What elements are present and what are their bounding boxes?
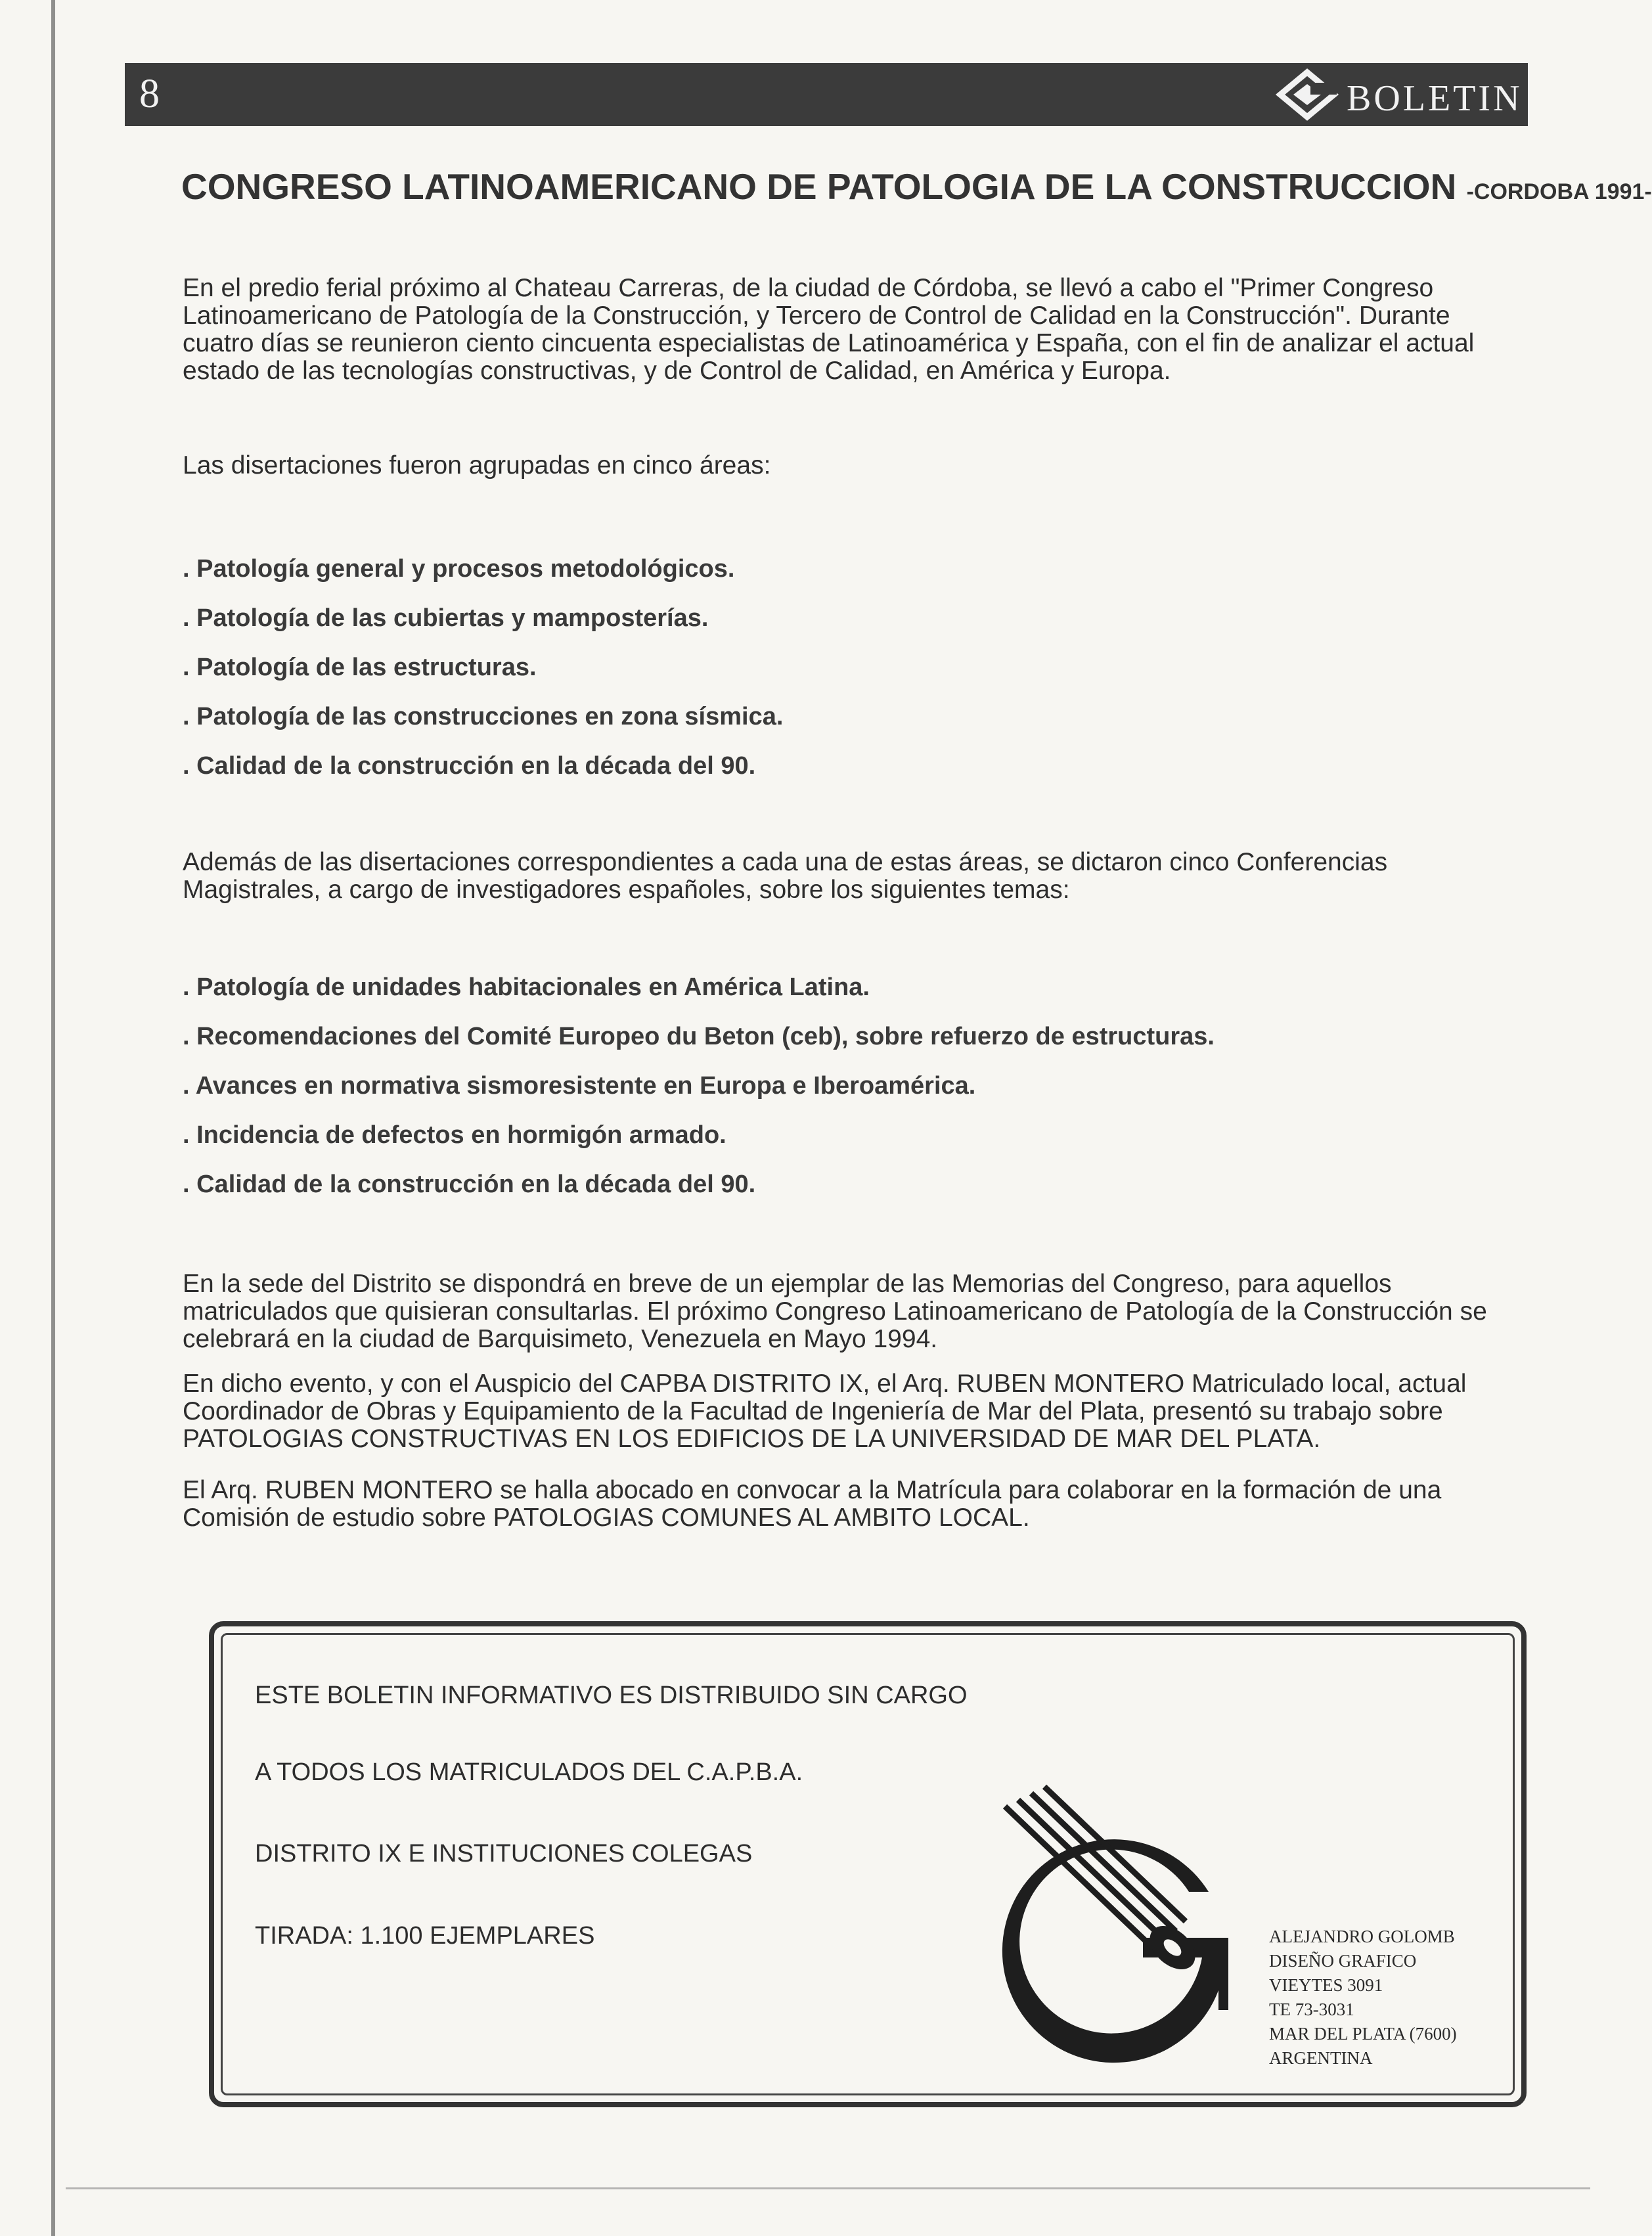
list-item: . Calidad de la construcción en la década del 90.	[183, 752, 756, 780]
notice-line: A TODOS LOS MATRICULADOS DEL C.A.P.B.A.	[255, 1758, 803, 1786]
page-edge-bottom	[66, 2187, 1590, 2189]
designer-credits	[1269, 1925, 1457, 2070]
list-item: . Calidad de la construcción en la década del 90.	[183, 1171, 756, 1198]
closing-paragraph-3: El Arq. RUBEN MONTERO se halla abocado en convocar a la Matrícula para colaborar en la formación de una Comisión de estudio sobre PATOLOGIAS COMUNES AL AMBITO LOCAL.	[183, 1476, 1442, 1532]
publication-name: BOLETIN	[1347, 78, 1523, 119]
closing-paragraph-2: En dicho evento, y con el Auspicio del CAPBA DISTRITO IX, el Arq. RUBEN MONTERO Matriculado local, actual Coordinador de Obras y Equipamiento de la Facultad de Ingeniería de Mar del Plata, presentó su trabajo sobre PATOLOGIAS CONSTRUCTIVAS EN LOS EDIFICIOS DE LA UNIVERSIDAD DE MAR DEL PLATA.	[183, 1370, 1467, 1453]
list-item: . Patología de las estructuras.	[183, 654, 537, 681]
conferences-intro: Además de las disertaciones correspondientes a cada una de estas áreas, se dictaron cinco Conferencias Magistrales, a cargo de investigadores españoles, sobre los siguientes temas:	[183, 848, 1388, 904]
credit-line: ALEJANDRO GOLOMB	[1269, 1927, 1455, 1946]
article-title-text: CONGRESO LATINOAMERICANO DE PATOLOGIA DE LA CONSTRUCCION	[181, 166, 1457, 207]
areas-intro: Las disertaciones fueron agrupadas en cinco áreas:	[183, 451, 771, 480]
g-pen-designer-logo-icon	[992, 1793, 1255, 2069]
list-item: . Avances en normativa sismoresistente en Europa e Iberoamérica.	[183, 1072, 976, 1100]
credit-line: DISEÑO GRAFICO	[1269, 1951, 1417, 1971]
page-edge	[51, 0, 55, 2236]
notice-line: TIRADA: 1.100 EJEMPLARES	[255, 1922, 595, 1950]
article-title-suffix: -CORDOBA 1991-	[1466, 179, 1652, 204]
credit-line: VIEYTES 3091	[1269, 1975, 1383, 1995]
list-item: . Recomendaciones del Comité Europeo du Beton (ceb), sobre refuerzo de estructuras.	[183, 1023, 1215, 1050]
list-item: . Patología de las cubiertas y mamposterías.	[183, 604, 709, 632]
list-item: . Patología de unidades habitacionales en América Latina.	[183, 973, 870, 1001]
credit-line: TE 73-3031	[1269, 2000, 1354, 2019]
credit-line: ARGENTINA	[1269, 2048, 1373, 2068]
intro-paragraph: En el predio ferial próximo al Chateau Carreras, de la ciudad de Córdoba, se llevó a cabo el "Primer Congreso Latinoamericano de Patología de la Construcción, y Tercero de Control de Calidad en la Construcción". Durante cuatro días se reunieron ciento cincuenta especialistas de Latinoamérica y España, con el fin de analizar el actual estado de las tecnologías constructivas, y de Control de Calidad, en América y Europa.	[183, 274, 1475, 385]
arrow-diamond-logo-icon	[1278, 70, 1337, 120]
closing-paragraph-1: En la sede del Distrito se dispondrá en breve de un ejemplar de las Memorias del Congreso, para aquellos matriculados que quisieran consultarlas. El próximo Congreso Latinoamericano de Patología de la Construcción se celebrará en la ciudad de Barquisimeto, Venezuela en Mayo 1994.	[183, 1270, 1487, 1353]
list-item: . Patología general y procesos metodológicos.	[183, 555, 735, 583]
areas-list	[183, 555, 1496, 801]
conferences-list	[183, 973, 1496, 1220]
credit-line: MAR DEL PLATA (7600)	[1269, 2024, 1457, 2044]
notice-line: ESTE BOLETIN INFORMATIVO ES DISTRIBUIDO SIN CARGO	[255, 1682, 968, 1709]
list-item: . Incidencia de defectos en hormigón armado.	[183, 1121, 726, 1149]
list-item: . Patología de las construcciones en zona sísmica.	[183, 703, 784, 730]
notice-line: DISTRITO IX E INSTITUCIONES COLEGAS	[255, 1840, 753, 1867]
article-title	[181, 166, 1652, 208]
page-number: 8	[139, 72, 160, 116]
